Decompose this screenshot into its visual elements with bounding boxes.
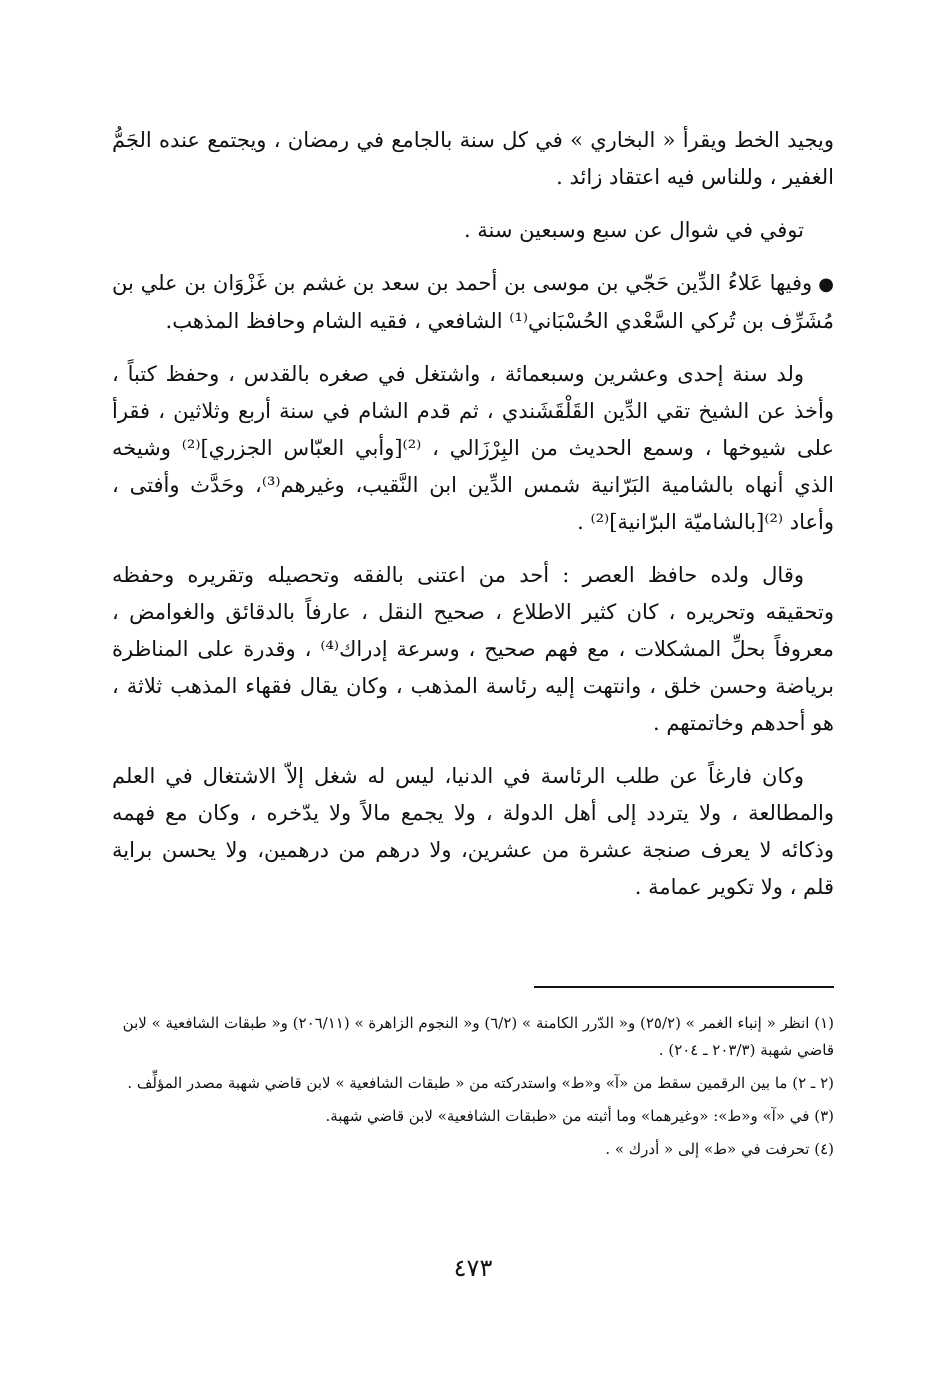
paragraph-6: وكان فارغاً عن طلب الرئاسة في الدنيا، ليس له شغل إلاّ الاشتغال في العلم والمطالعة ، ولا يتردد إلى أهل الدولة ، ولا يجمع مالاً ولا يدّخره ، وكان مع فهمه وذكائه لا يعرف صنجة عشرة من عشرين، ولا درهم من درهمين، ولا يحسن براية قلم ، ولا تكوير عمامة . <box>112 764 834 899</box>
paragraph-3: ●وفيها عَلاءُ الدِّين حَجّي بن موسى بن أحمد بن سعد بن غشم بن غَزْوَان بن علي بن مُشَرِّف بن تُركي السَّعْدي الحُسْبَاني⁽¹⁾ الشافعي ، فقيه الشام وحافظ المذهب. <box>112 271 834 333</box>
bullet-icon: ● <box>818 274 834 295</box>
footnote-2: (٢ ـ ٢) ما بين الرقمين سقط من «آ» و«ط» واستدركته من « طبقات الشافعية » لابن قاضي شهبة مصدر المؤلِّف . <box>127 1074 834 1092</box>
footnotes <box>112 1010 834 1169</box>
page-number: ٤٧٣ <box>453 1254 493 1282</box>
main-text <box>112 122 834 922</box>
paragraph-2: توفي في شوال عن سبع وسبعين سنة . <box>463 218 804 242</box>
footnote-4: (٤) تحرفت في «ط» إلى « أدرك » . <box>605 1140 834 1158</box>
paragraph-1: ويجيد الخط ويقرأ « البخاري » في كل سنة بالجامع في رمضان ، ويجتمع عنده الجَمُّ الغفير ، وللناس فيه اعتقاد زائد . <box>112 128 834 189</box>
footnote-3: (٣) في «آ» و«ط»: «وغيرهما» وما أثبته من «طبقات الشافعية» لابن قاضي شهبة. <box>325 1107 834 1125</box>
paragraph-4: ولد سنة إحدى وعشرين وسبعمائة ، واشتغل في صغره بالقدس ، وحفظ كتباً ، وأخذ عن الشيخ تقي الدِّين القَلْقَشَندي ، ثم قدم الشام في سنة أربع وثلاثين ، فقرأ على شيوخها ، وسمع الحديث من البِرْزَالي ، ⁽²⁾[وأبي العبّاس الجزري]⁽²⁾ وشيخه الذي أنهاه بالشامية البَرّانية شمس الدِّين ابن النَّقيب، وغيرهم⁽³⁾، وحَدَّث وأفتى ، وأعاد ⁽²⁾[بالشاميّة البرّانية]⁽²⁾ . <box>112 362 834 534</box>
footnote-1: (١) انظر « إنباء الغمر » (٢٥/٢) و« الدّرر الكامنة » (٦/٢) و« النجوم الزاهرة » (٢٠٦/١١) و« طبقات الشافعية » لابن قاضي شهبة (٢٠٣/٣ ـ ٢٠٤) . <box>122 1014 834 1059</box>
paragraph-5: وقال ولده حافظ العصر : أحد من اعتنى بالفقه وتحصيله وتقريره وحفظه وتحقيقه وتحريره ، كان كثير الاطلاع ، صحيح النقل ، عارفاً بالدقائق والغوامض ، معروفاً بحلِّ المشكلات ، مع فهم صحيح ، وسرعة إدراك⁽⁴⁾ ، وقدرة على المناظرة برياضة وحسن خلق ، وانتهت إليه رئاسة المذهب ، وكان يقال فقهاء المذهب ثلاثة ، هو أحدهم وخاتمتهم . <box>112 563 834 735</box>
footnote-divider <box>534 986 834 988</box>
